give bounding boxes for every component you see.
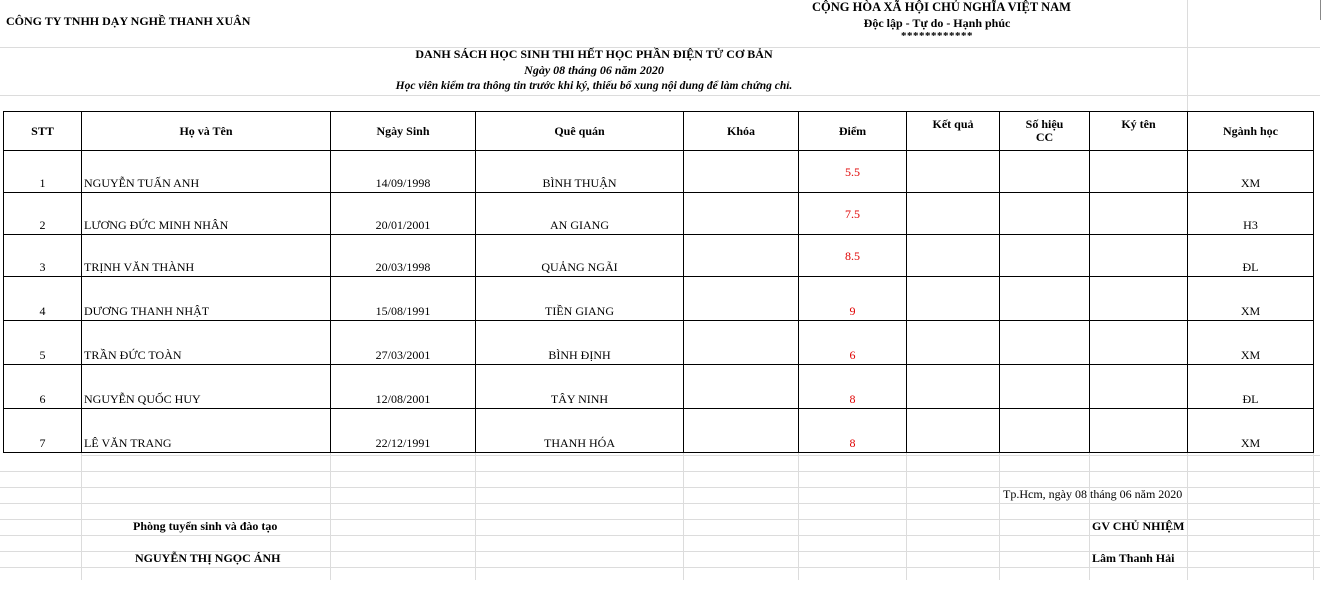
col-header-cert[interactable] <box>1000 112 1090 151</box>
cell-name[interactable] <box>82 321 331 365</box>
cell-hometown-text: THANH HÓA <box>544 436 615 450</box>
cell-stt[interactable] <box>4 193 82 235</box>
cell-hometown-text: BÌNH ĐỊNH <box>548 348 611 362</box>
cell-stt-text: 5 <box>39 348 46 362</box>
cell-major-text: H3 <box>1243 218 1258 232</box>
cell-name-text: DƯƠNG THANH NHẬT <box>84 304 210 318</box>
cell-score[interactable] <box>799 321 907 365</box>
cell-result-text <box>907 451 999 452</box>
cell-stt[interactable] <box>4 277 82 321</box>
cell-hometown-text: AN GIANG <box>550 218 609 232</box>
table-row <box>4 365 1314 409</box>
cell-name-text: LÊ VĂN TRANG <box>84 436 172 450</box>
cell-hometown[interactable] <box>476 365 684 409</box>
cell-course[interactable] <box>684 151 799 193</box>
cell-stt[interactable] <box>4 235 82 277</box>
cell-name[interactable] <box>82 151 331 193</box>
cell-sign[interactable] <box>1090 151 1188 193</box>
cell-result[interactable] <box>907 321 1000 365</box>
cell-dob[interactable] <box>331 321 476 365</box>
cell-sign[interactable] <box>1090 409 1188 453</box>
cell-stt-text: 1 <box>39 176 46 190</box>
cell-dob[interactable] <box>331 409 476 453</box>
cell-cert[interactable] <box>1000 277 1090 321</box>
cell-cert[interactable] <box>1000 321 1090 365</box>
cell-course-text <box>684 451 798 452</box>
cell-hometown-text: TIỀN GIANG <box>545 304 614 318</box>
cell-dob[interactable] <box>331 277 476 321</box>
cell-score-text: 9 <box>849 304 856 318</box>
cell-dob-text: 14/09/1998 <box>375 176 431 190</box>
cell-hometown-text: QUẢNG NGÃI <box>541 260 618 274</box>
cell-dob[interactable] <box>331 235 476 277</box>
cell-result[interactable] <box>907 277 1000 321</box>
cell-cert[interactable] <box>1000 409 1090 453</box>
cell-dob[interactable] <box>331 193 476 235</box>
cell-dob-text: 20/01/2001 <box>375 218 431 232</box>
teacher-title: GV CHỦ NHIỆM <box>1092 519 1185 533</box>
cell-stt-text: 7 <box>39 436 46 450</box>
cell-major-text: XM <box>1240 436 1261 450</box>
col-header-sign[interactable]: Ký tên <box>1090 112 1188 151</box>
col-header-stt[interactable]: STT <box>4 112 82 151</box>
col-header-cert-line2: CC <box>1035 130 1054 144</box>
cell-course[interactable] <box>684 409 799 453</box>
cell-course[interactable] <box>684 321 799 365</box>
cell-dob[interactable] <box>331 365 476 409</box>
cell-hometown[interactable] <box>476 277 684 321</box>
cell-score[interactable] <box>799 151 907 193</box>
cell-major[interactable] <box>1188 409 1314 453</box>
cell-score-text: 5.5 <box>845 165 860 179</box>
cell-name-text: LƯƠNG ĐỨC MINH NHÂN <box>84 218 229 232</box>
cell-cert[interactable] <box>1000 151 1090 193</box>
cell-major-text: XM <box>1240 348 1261 362</box>
cell-score-text: 8.5 <box>845 249 860 263</box>
cell-cert[interactable] <box>1000 235 1090 277</box>
cell-score-text: 7.5 <box>845 207 860 221</box>
cell-sign[interactable] <box>1090 193 1188 235</box>
cell-result[interactable] <box>907 193 1000 235</box>
table-row <box>4 321 1314 365</box>
cell-result[interactable] <box>907 235 1000 277</box>
col-header-result[interactable]: Kết quả <box>907 112 1000 151</box>
cell-sign[interactable] <box>1090 235 1188 277</box>
table-row <box>4 277 1314 321</box>
decorative-stars: ************ <box>901 30 973 42</box>
cell-major[interactable] <box>1188 277 1314 321</box>
cell-score-text: 8 <box>849 436 856 450</box>
cell-major[interactable] <box>1188 365 1314 409</box>
table-row <box>4 193 1314 235</box>
cell-sign[interactable] <box>1090 321 1188 365</box>
cell-dob-text: 15/08/1991 <box>375 304 431 318</box>
cell-major[interactable] <box>1188 321 1314 365</box>
country-name: CỘNG HÒA XÃ HỘI CHỦ NGHĨA VIỆT NAM <box>812 0 1071 14</box>
cell-result[interactable] <box>907 365 1000 409</box>
department-person: NGUYỄN THỊ NGỌC ÁNH <box>135 551 281 565</box>
cell-sign[interactable] <box>1090 277 1188 321</box>
cell-hometown[interactable] <box>476 409 684 453</box>
cell-dob-text: 20/03/1998 <box>375 260 431 274</box>
cell-course[interactable] <box>684 277 799 321</box>
student-table <box>3 111 1314 453</box>
cell-name-text: NGUYỄN QUỐC HUY <box>84 392 201 406</box>
cell-name-text: NGUYỄN TUẤN ANH <box>84 176 200 190</box>
cell-sign-text <box>1090 451 1187 452</box>
cell-cert-text <box>1000 451 1089 452</box>
cell-sign[interactable] <box>1090 365 1188 409</box>
cell-stt[interactable] <box>4 321 82 365</box>
col-header-course[interactable]: Khóa <box>684 112 799 151</box>
cell-course[interactable] <box>684 235 799 277</box>
cell-cert[interactable] <box>1000 193 1090 235</box>
col-header-hometown[interactable]: Quê quán <box>476 112 684 151</box>
cell-hometown[interactable] <box>476 235 684 277</box>
cell-dob-text: 27/03/2001 <box>375 348 431 362</box>
cell-score[interactable] <box>799 193 907 235</box>
col-header-name[interactable]: Họ và Tên <box>82 112 331 151</box>
teacher-name: Lâm Thanh Hải <box>1092 551 1175 565</box>
cell-stt[interactable] <box>4 365 82 409</box>
cell-name-text: TRỊNH VĂN THÀNH <box>84 260 195 274</box>
cell-result[interactable] <box>907 409 1000 453</box>
cell-stt-text: 6 <box>39 392 46 406</box>
cell-score[interactable] <box>799 235 907 277</box>
cell-major-text: ĐL <box>1242 260 1259 274</box>
document-title: DANH SÁCH HỌC SINH THI HẾT HỌC PHẦN ĐIỆN TỬ CƠ BẢN <box>415 47 773 61</box>
cell-name[interactable] <box>82 193 331 235</box>
department-label: Phòng tuyển sinh và đào tạo <box>133 519 278 533</box>
cell-stt-text: 2 <box>39 218 46 232</box>
col-header-cert-line1: Số hiệu <box>1025 117 1064 131</box>
cell-score[interactable] <box>799 277 907 321</box>
cell-name[interactable] <box>82 277 331 321</box>
cell-major[interactable] <box>1188 151 1314 193</box>
table-row <box>4 235 1314 277</box>
table-header-row <box>4 112 1314 151</box>
cell-name-text: TRẦN ĐỨC TOÀN <box>84 348 182 362</box>
cell-hometown[interactable] <box>476 321 684 365</box>
cell-stt[interactable] <box>4 409 82 453</box>
cell-name[interactable] <box>82 365 331 409</box>
cell-score[interactable] <box>799 365 907 409</box>
place-and-date: Tp.Hcm, ngày 08 tháng 06 năm 2020 <box>1003 487 1183 501</box>
col-header-major[interactable]: Ngành học <box>1188 112 1314 151</box>
document-date: Ngày 08 tháng 06 năm 2020 <box>524 63 664 77</box>
cell-dob[interactable] <box>331 151 476 193</box>
cell-hometown-text: TÂY NINH <box>550 392 609 406</box>
cell-hometown[interactable] <box>476 193 684 235</box>
col-header-score[interactable]: Điểm <box>799 112 907 151</box>
cell-stt-text: 4 <box>39 304 46 318</box>
col-header-dob[interactable]: Ngày Sinh <box>331 112 476 151</box>
table-row <box>4 409 1314 453</box>
cell-hometown-text: BÌNH THUẬN <box>542 176 617 190</box>
cell-stt[interactable] <box>4 151 82 193</box>
cell-cert[interactable] <box>1000 365 1090 409</box>
cell-major-text: ĐL <box>1242 392 1259 406</box>
company-name: CÔNG TY TNHH DẠY NGHỀ THANH XUÂN <box>6 14 251 28</box>
national-motto: Độc lập - Tự do - Hạnh phúc <box>863 16 1011 30</box>
cell-score-text: 6 <box>849 348 856 362</box>
cell-hometown[interactable] <box>476 151 684 193</box>
cell-major-text: XM <box>1240 176 1261 190</box>
cell-name[interactable] <box>82 235 331 277</box>
cell-major[interactable] <box>1188 193 1314 235</box>
table-row <box>4 151 1314 193</box>
cell-dob-text: 22/12/1991 <box>375 436 431 450</box>
cell-dob-text: 12/08/2001 <box>375 392 431 406</box>
cell-course[interactable] <box>684 193 799 235</box>
document-note: Học viên kiểm tra thông tin trước khi ký, thiếu bổ xung nội dung để làm chứng chỉ. <box>395 80 793 92</box>
cell-result[interactable] <box>907 151 1000 193</box>
cell-stt-text: 3 <box>39 260 46 274</box>
cell-major-text: XM <box>1240 304 1261 318</box>
cell-major[interactable] <box>1188 235 1314 277</box>
cell-score-text: 8 <box>849 392 856 406</box>
cell-name[interactable] <box>82 409 331 453</box>
cell-course[interactable] <box>684 365 799 409</box>
cell-score[interactable] <box>799 409 907 453</box>
